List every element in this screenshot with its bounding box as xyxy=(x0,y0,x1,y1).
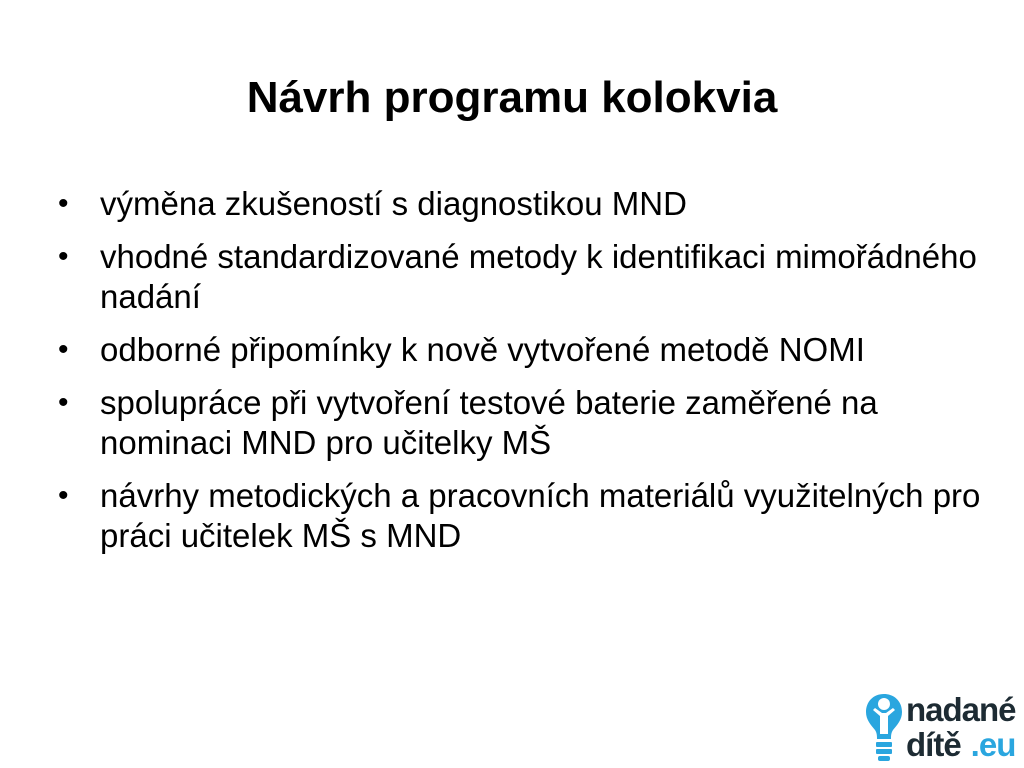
list-item xyxy=(56,237,986,317)
slide-title: Návrh programu kolokvia xyxy=(246,73,778,122)
list-item xyxy=(56,184,986,224)
bullet-icon: • xyxy=(58,240,69,273)
list-item xyxy=(56,383,986,463)
logo-text-line1: nadané xyxy=(906,691,1016,728)
bullet-text: spolupráce při vytvoření testové baterie zaměřené na nominaci MND pro učitelky MŠ xyxy=(100,384,878,461)
logo-text-dite: dítě xyxy=(906,726,961,763)
lightbulb-person-icon xyxy=(864,690,904,768)
bullet-text: výměna zkušeností s diagnostikou MND xyxy=(100,185,687,222)
bullet-icon: • xyxy=(58,187,69,220)
bullet-icon: • xyxy=(58,479,69,512)
list-item xyxy=(56,476,986,556)
bullet-text: vhodné standardizované metody k identifikaci mimořádného nadání xyxy=(100,238,977,315)
bullet-text: odborné připomínky k nově vytvořené metodě NOMI xyxy=(100,331,865,368)
list-item xyxy=(56,330,986,370)
bullet-icon: • xyxy=(58,333,69,366)
bullet-icon: • xyxy=(58,386,69,419)
logo-text-line2 xyxy=(906,727,1015,763)
bullet-text: návrhy metodických a pracovních materiálů využitelných pro práci učitelek MŠ s MND xyxy=(100,477,981,554)
logo-text-eu: .eu xyxy=(970,726,1016,763)
bullet-list xyxy=(56,184,986,569)
nadane-dite-logo xyxy=(860,690,1024,768)
